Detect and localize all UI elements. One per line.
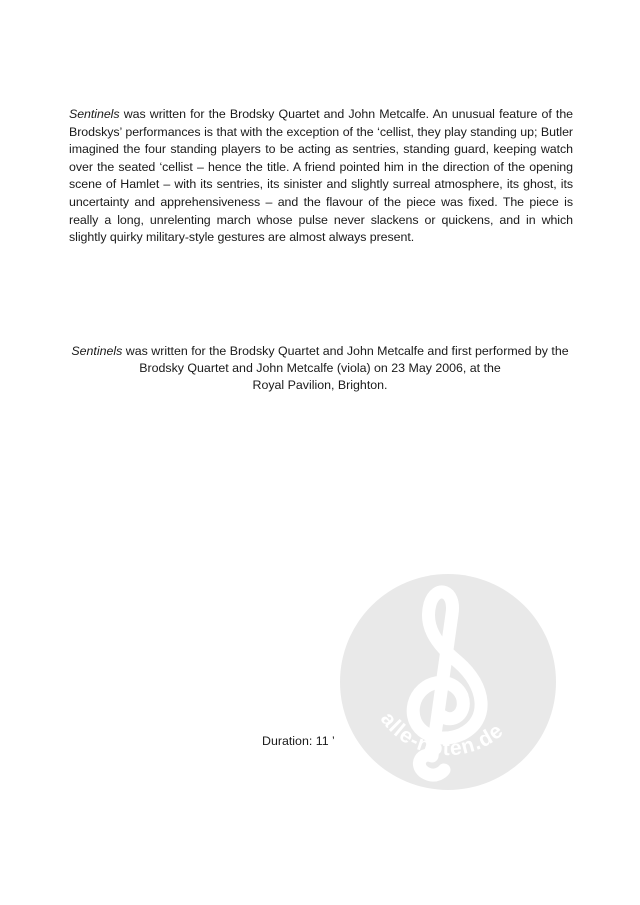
premiere-line-2: Brodsky Quartet and John Metcalfe (viola) on 23 May 2006, at the [139, 361, 501, 376]
premiere-work-title: Sentinels [71, 344, 123, 358]
program-note-paragraph [69, 106, 573, 247]
premiere-note [50, 343, 590, 395]
premiere-line-1 [50, 343, 590, 360]
program-note-text: was written for the Brodsky Quartet and John Metcalfe. An unusual feature of the Brodskys’ performances is that with the exception of the ‘cellist, they play standing up; Butler imagined the four standing players to be acting as sentries, standing guard, keeping watch over the seated ‘cellist – hence the title. A friend pointed him in the direction of the opening scene of Hamlet – with its sentries, its sinister and slightly surreal atmosphere, its ghost, its uncertainty and apprehensiveness – and the flavour of the piece was fixed. The piece is really a long, unrelenting march whose pulse never slackens or quickens, and in which slightly quirky military-style gestures are almost always present. [69, 107, 573, 245]
premiere-line-3: Royal Pavilion, Brighton. [252, 378, 388, 393]
duration-label: Duration: 11 ’ [262, 734, 335, 748]
watermark-text: alle-noten.de [375, 707, 509, 761]
work-title: Sentinels [69, 107, 120, 121]
premiere-line-1-text: was written for the Brodsky Quartet and John Metcalfe and first performed by the [122, 344, 569, 358]
watermark-logo [340, 574, 556, 790]
